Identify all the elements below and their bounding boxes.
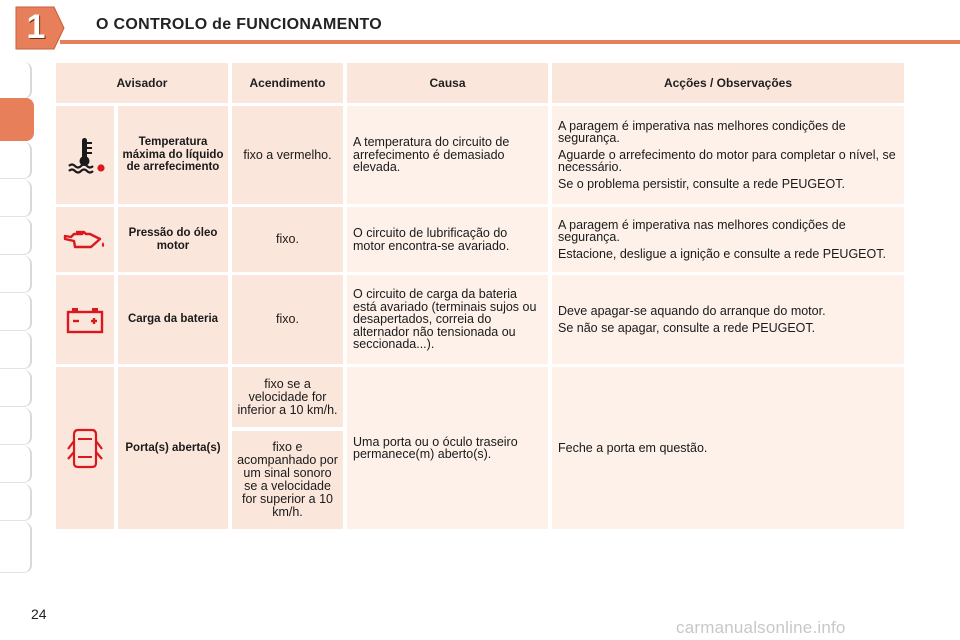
row-cause: O circuito de lubrificação do motor encontra-se avariado. — [347, 207, 548, 272]
battery-icon — [65, 305, 105, 335]
row-lighting: fixo a vermelho. — [232, 106, 343, 204]
row-icon-cell — [56, 367, 114, 529]
row-name: Temperatura máxima do líquido de arrefecimento — [118, 106, 228, 204]
row-name: Porta(s) aberta(s) — [118, 367, 228, 529]
action-text: Se o problema persistir, consulte a rede PEUGEOT. — [558, 177, 845, 191]
chapter-tab[interactable] — [0, 446, 32, 483]
table-row — [56, 207, 904, 272]
row-cause: A temperatura do circuito de arrefecimento é demasiado elevada. — [347, 106, 548, 204]
door-open-icon — [67, 426, 103, 470]
page-title: O CONTROLO de FUNCIONAMENTO — [96, 16, 383, 33]
chapter-tab[interactable] — [0, 408, 32, 445]
chapter-tab[interactable] — [0, 62, 32, 99]
page-header — [0, 0, 960, 58]
coolant-temperature-icon — [63, 135, 107, 175]
action-text: A paragem é imperativa nas melhores condições de segurança. — [558, 119, 846, 145]
row-actions — [552, 367, 904, 529]
row-icon-cell — [56, 106, 114, 204]
row-lighting: fixo. — [232, 207, 343, 272]
chapter-tab[interactable] — [0, 218, 32, 255]
row-name: Carga da bateria — [118, 275, 228, 364]
header-rule — [60, 40, 960, 44]
oil-pressure-icon — [62, 227, 108, 253]
action-text: A paragem é imperativa nas melhores condições de segurança. — [558, 218, 846, 244]
chapter-tab[interactable] — [0, 294, 32, 331]
table-row — [56, 106, 904, 204]
chapter-tab[interactable] — [0, 522, 32, 573]
action-text: Aguarde o arrefecimento do motor para completar o nível, se necessário. — [558, 148, 896, 174]
action-text: Deve apagar-se aquando do arranque do motor. — [558, 304, 826, 318]
chapter-tab[interactable] — [0, 256, 32, 293]
table-row — [56, 275, 904, 364]
header-avisador: Avisador — [56, 63, 228, 103]
chapter-tab[interactable] — [0, 370, 32, 407]
row-icon-cell — [56, 275, 114, 364]
row-lighting: fixo se a velocidade for inferior a 10 km/h. — [232, 367, 343, 427]
row-lighting: fixo e acompanhado por um sinal sonoro se a velocidade for superior a 10 km/h. — [232, 431, 343, 529]
row-name: Pressão do óleo motor — [118, 207, 228, 272]
action-text: Estacione, desligue a ignição e consulte a rede PEUGEOT. — [558, 247, 886, 261]
table-header-row — [56, 63, 904, 103]
page-number: 24 — [31, 606, 47, 622]
row-lighting: fixo. — [232, 275, 343, 364]
chapter-tabs — [0, 62, 34, 582]
chapter-number: 1 — [26, 8, 46, 46]
action-text: Se não se apagar, consulte a rede PEUGEOT. — [558, 321, 816, 335]
row-actions — [552, 207, 904, 272]
action-text: Feche a porta em questão. — [558, 441, 708, 455]
chapter-tab[interactable] — [0, 142, 32, 179]
chapter-tab[interactable] — [0, 332, 32, 369]
row-icon-cell — [56, 207, 114, 272]
row-cause: Uma porta ou o óculo traseiro permanece(m) aberto(s). — [347, 367, 548, 529]
chapter-tab[interactable] — [0, 484, 32, 521]
table-row — [56, 367, 904, 529]
chapter-tab-active[interactable] — [0, 98, 34, 141]
header-accoes: Acções / Observações — [552, 63, 904, 103]
row-actions — [552, 106, 904, 204]
row-cause: O circuito de carga da bateria está avariado (terminais sujos ou desapertados, correia do alternador não tensionada ou seccionada...). — [347, 275, 548, 364]
chapter-tab[interactable] — [0, 180, 32, 217]
row-actions — [552, 275, 904, 364]
watermark: carmanualsonline.info — [676, 618, 846, 637]
header-acendimento: Acendimento — [232, 63, 343, 103]
header-causa: Causa — [347, 63, 548, 103]
